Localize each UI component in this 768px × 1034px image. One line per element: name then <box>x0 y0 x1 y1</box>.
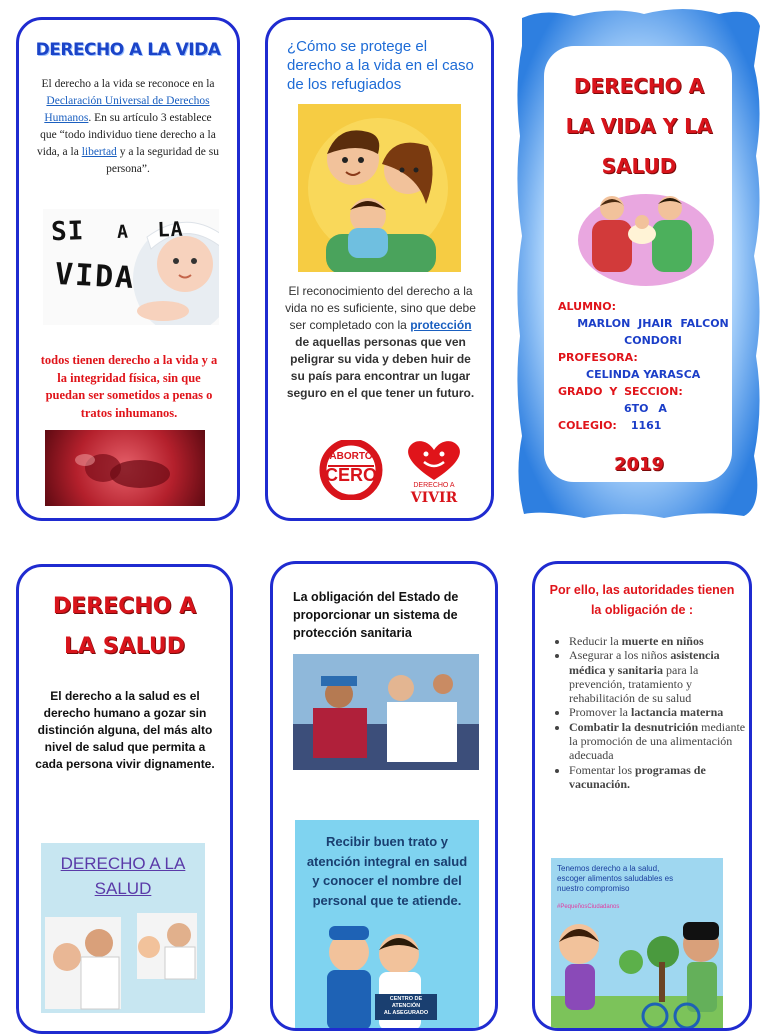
text: Asegurar a los niños <box>569 648 671 663</box>
text: . En su artículo 3 establece que “todo individuo tiene derecho a la vida, a la <box>36 112 216 158</box>
family-image <box>298 104 461 272</box>
colegio-value: 1161 <box>630 419 662 432</box>
alumno-label: ALUMNO: <box>558 300 616 313</box>
cover-title-line: DERECHO A <box>573 74 705 98</box>
cover-info <box>558 298 748 434</box>
cover-title-line: SALUD <box>601 154 677 178</box>
derecho-salud-image <box>41 843 205 1013</box>
poster-line: Tenemos derecho a la salud, <box>557 864 660 873</box>
image-title-line: DERECHO A LA <box>60 854 186 873</box>
text: mediante la promoción de una alimentación adecuada <box>569 719 746 763</box>
poster-sign <box>375 996 437 1017</box>
text: Fomentar los <box>569 762 635 777</box>
logo-text: VIVIR <box>410 490 458 506</box>
image-title <box>41 851 205 901</box>
alumno-name: CONDORI <box>624 334 682 347</box>
panel-title <box>19 587 230 667</box>
poster-line: escoger alimentos saludables es <box>557 874 674 883</box>
text: lactancia materna <box>631 705 724 720</box>
link-declaracion[interactable]: Declaración Universal de Derechos Humanos <box>44 95 210 124</box>
aborto-cero-logo <box>308 440 394 500</box>
colegio-row <box>558 417 748 434</box>
buen-trato-poster <box>295 820 479 1030</box>
grado-value: 6TO A <box>624 402 667 415</box>
poster-sign-line: CENTRO DE ATENCIÓN <box>389 996 423 1009</box>
children-park-illustration <box>551 912 723 1031</box>
healthy-food-poster <box>551 858 723 1031</box>
obligations-list <box>547 634 747 791</box>
si-text <box>51 213 185 248</box>
logo-text: DERECHO A <box>413 482 455 489</box>
derecho-vivir-logo <box>402 438 466 508</box>
a-word: A <box>116 221 130 244</box>
logo-text: CERO <box>324 465 377 485</box>
family-illustration <box>298 104 461 272</box>
profesora-name: CELINDA YARASCA <box>586 368 701 381</box>
list-item <box>569 648 747 705</box>
poster-tag: #PequeñosCiudadanos <box>557 904 620 910</box>
panel-title: La obligación del Estado de proporcionar un sistema de protección sanitaria <box>293 590 459 640</box>
text: El derecho a la vida se reconoce en la <box>41 78 215 90</box>
poster-line: nuestro compromiso <box>557 884 630 893</box>
text: Combatir la desnutrición <box>569 719 699 734</box>
text: El reconocimiento del derecho a la vida no es suficiente, sino que debe ser completado con la <box>285 284 476 332</box>
text: programas de vacunación. <box>569 762 706 791</box>
link-proteccion[interactable]: protección <box>410 318 472 332</box>
heart-smile-icon <box>402 438 466 482</box>
refugee-paragraph <box>282 283 479 402</box>
cover-title-line: LA VIDA Y LA <box>565 114 713 138</box>
colegio-label: COLEGIO: <box>558 419 617 432</box>
link-libertad[interactable]: libertad <box>81 146 117 158</box>
salud-paragraph: El derecho a la salud es el derecho humano a gozar sin distinción alguna, del más alto nivel de salud que permita a cada persona vivir dignamente. <box>35 689 215 771</box>
parents-baby-illustration <box>578 190 714 286</box>
poster-text <box>557 864 721 912</box>
panel-title: DERECHO A LA VIDA <box>35 40 221 60</box>
text: muerte en niños <box>621 634 704 648</box>
list-item <box>569 634 747 648</box>
intro-paragraph <box>35 76 221 178</box>
text: de aquellas personas que ven peligrar su vida y deben huir de su país para encontrar un lugar seguro en el que tener un futuro. <box>286 335 475 400</box>
panel-derecho-vida <box>16 17 240 521</box>
alumno-name: MARLON JHAIR FALCON <box>577 317 729 330</box>
si-a-la-vida-image <box>43 209 219 325</box>
text: y a la seguridad de su persona”. <box>106 146 220 175</box>
panel-title: Por ello, las autoridades tienen la obligación de : <box>549 583 735 617</box>
cover-year: 2019 <box>613 454 665 475</box>
nurse-patient-illustration <box>293 654 479 770</box>
cover-title <box>544 66 734 186</box>
panel-title: ¿Cómo se protege el derecho a la vida en el caso de los refugiados <box>287 38 474 93</box>
panel-autoridades <box>532 561 752 1031</box>
vida-word: VIDA <box>54 256 137 297</box>
panel-derecho-salud <box>16 564 233 1034</box>
list-item <box>569 720 747 763</box>
parents-baby-image <box>578 190 714 286</box>
text: Promover la <box>569 705 631 720</box>
red-statement: todos tienen derecho a la vida y a la integridad física, sin que puedan ser sometidos a penas o tratos inhumanos. <box>40 353 218 420</box>
poster-sign-line: AL ASEGURADO <box>383 1010 429 1016</box>
text: para la prevención, tratamiento y rehabilitación de su salud <box>569 662 699 706</box>
logo-text: ABORTO <box>329 451 373 462</box>
list-item <box>569 705 747 719</box>
panel-obligacion-estado <box>270 561 498 1031</box>
text: Reducir la <box>569 634 622 648</box>
panel-title-line: LA SALUD <box>64 634 185 659</box>
si-word: SI <box>50 216 85 248</box>
panel-title-line: DERECHO A <box>52 594 197 619</box>
doctor-child-illustration <box>41 913 205 1013</box>
image-title-line: SALUD <box>94 879 152 898</box>
poster-text: Recibir buen trato y atención integral en salud y conocer el nombre del personal que te atiende. <box>306 834 468 908</box>
sanitary-care-image <box>293 654 479 770</box>
text: asistencia médica y sanitaria <box>569 648 720 677</box>
grado-label: GRADO Y SECCION: <box>558 385 683 398</box>
list-item <box>569 763 747 792</box>
fetus-image <box>45 430 205 506</box>
panel-refugiados <box>265 17 494 521</box>
cover-panel <box>514 6 764 522</box>
profesora-label: PROFESORA: <box>558 351 638 364</box>
fetus-illustration <box>45 430 205 506</box>
la-word: LA <box>157 216 184 242</box>
